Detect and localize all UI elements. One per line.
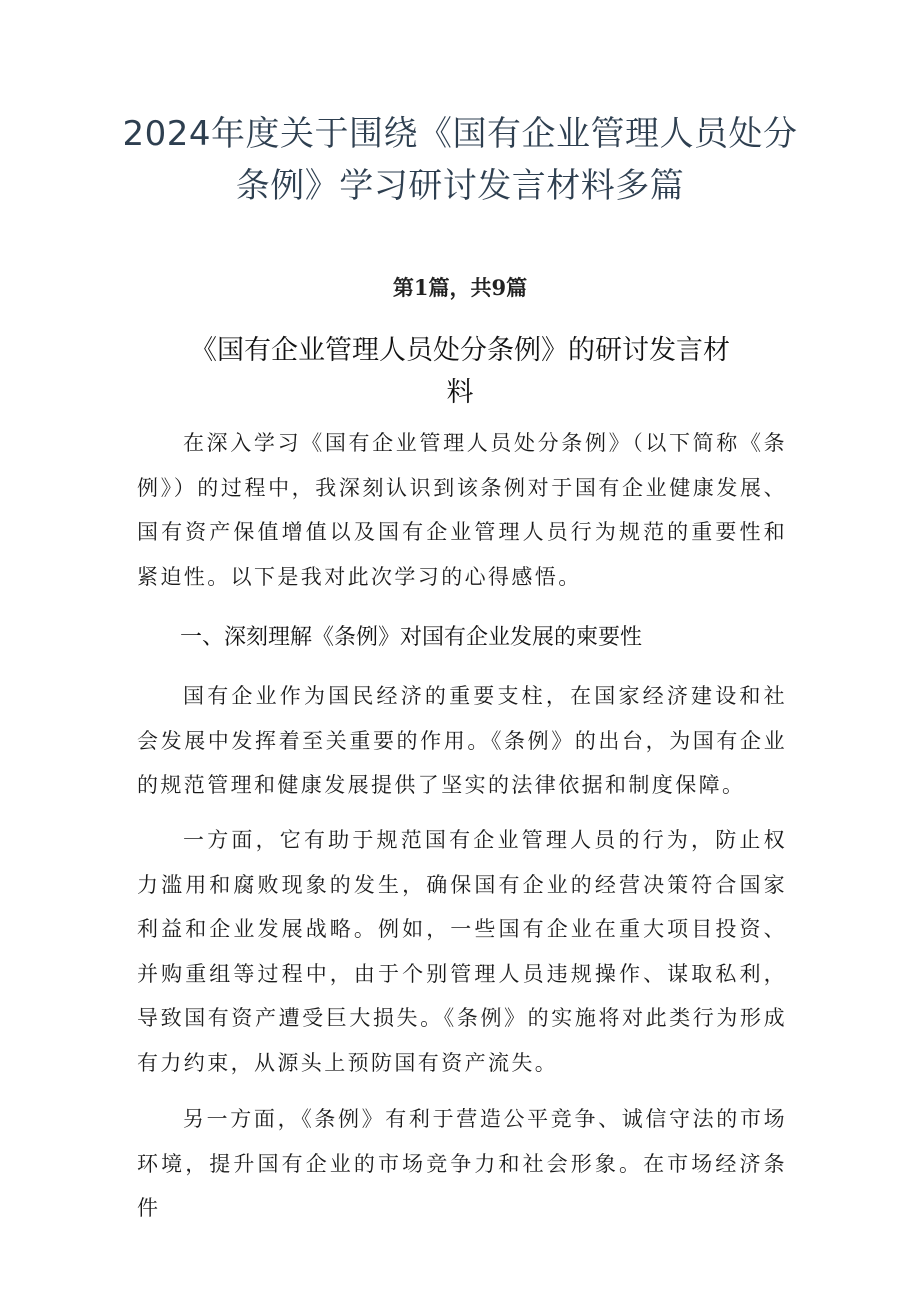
paragraph-3: 另一方面，《条例》有利于营造公平竞争、诚信守法的市场环境，提升国有企业的市场竞争力和社会形象。在市场经济条件	[137, 1107, 787, 1220]
part-label: 第1篇，共9篇	[392, 275, 528, 300]
intro-block	[137, 421, 787, 599]
paragraph-2: 一方面，它有助于规范国有企业管理人员的行为，防止权力滥用和腐败现象的发生，确保国有企业的经营决策符合国家利益和企业发展战略。例如，一些国有企业在重大项目投资、并购重组等过程中，由于个别管理人员违规操作、谋取私利，导致国有资产遭受巨大损失。《条例》的实施将对此类行为形成有力约束，从源头上预防国有资产流失。	[137, 828, 787, 1075]
heading-1: 一、深刻理解《条例》对国有企业发展的柬要性	[180, 625, 643, 650]
intro-paragraph: 在深入学习《国有企业管理人员处分条例》（以下简称《条例》）的过程中，我深刻认识到该条例对于国有企业健康发展、国有资产保值增值以及国有企业管理人员行为规范的重要性和紧迫性。以下是我对此次学习的心得感悟。	[137, 431, 787, 589]
body-block-2	[137, 818, 787, 1085]
body-block-3	[137, 1097, 787, 1231]
document-title: 2024年度关于围绕《国有企业管理人员处分条例》学习研讨发言材料多篇	[122, 114, 798, 206]
section-title: 《国有企业管理人员处分条例》的研讨发言材料	[190, 335, 730, 408]
paragraph-1: 国有企业作为国民经济的重要支柱，在国家经济建设和社会发展中发挥着至关重要的作用。《条例》的出台，为国有企业的规范管理和健康发展提供了坚实的法律依据和制度保障。	[137, 684, 787, 797]
body-block-1	[137, 674, 787, 808]
